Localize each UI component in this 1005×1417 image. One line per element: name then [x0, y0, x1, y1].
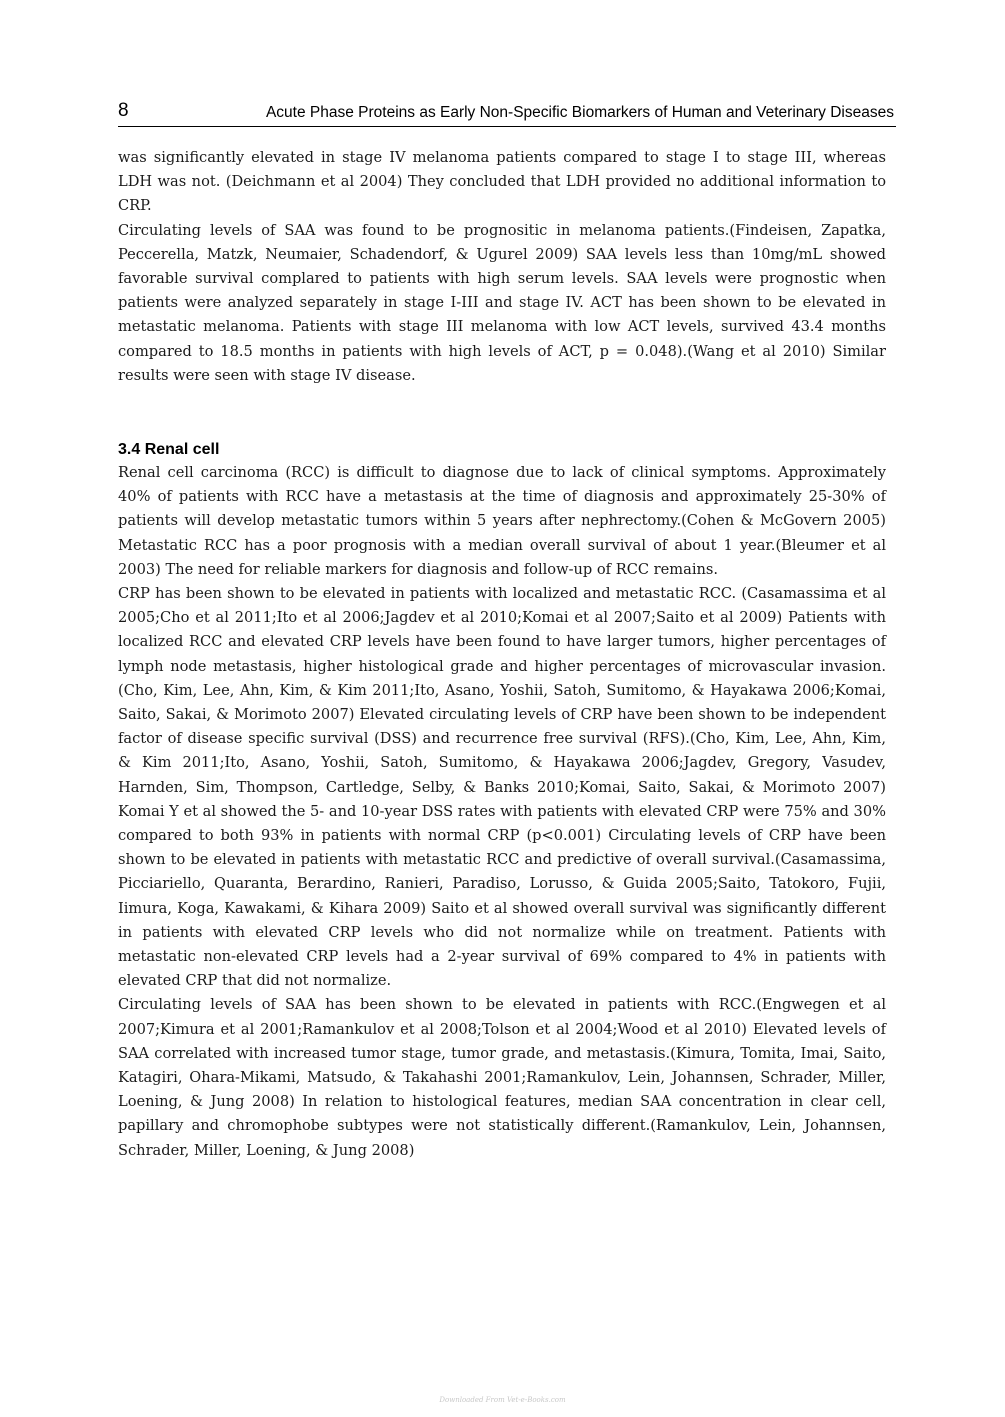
- intro-text-block: [118, 146, 886, 388]
- paragraph: CRP has been shown to be elevated in patients with localized and metastatic RCC. (Casamassima et al 2005;Cho et al 2011;Ito et al 2006;Jagdev et al 2010;Komai et al 2007;Saito et al 2009) Patients with localized RCC and elevated CRP levels have been found to have larger tumors, higher percentages of lymph node metastasis, higher histological grade and higher percentages of microvascular invasion.(Cho, Kim, Lee, Ahn, Kim, & Kim 2011;Ito, Asano, Yoshii, Satoh, Sumitomo, & Hayakawa 2006;Komai, Saito, Sakai, & Morimoto 2007) Elevated circulating levels of CRP have been shown to be independent factor of disease specific survival (DSS) and recurrence free survival (RFS).(Cho, Kim, Lee, Ahn, Kim, & Kim 2011;Ito, Asano, Yoshii, Satoh, Sumitomo, & Hayakawa 2006;Jagdev, Gregory, Vasudev, Harnden, Sim, Thompson, Cartledge, Selby, & Banks 2010;Komai, Saito, Sakai, & Morimoto 2007) Komai Y et al showed the 5- and 10-year DSS rates with patients with elevated CRP were 75% and 30% compared to both 93% in patients with normal CRP (p<0.001) Circulating levels of CRP have been shown to be elevated in patients with metastatic RCC and predictive of overall survival.(Casamassima, Picciariello, Quaranta, Berardino, Ranieri, Paradiso, Lorusso, & Guida 2005;Saito, Tatokoro, Fujii, Iimura, Koga, Kawakami, & Kihara 2009) Saito et al showed overall survival was significantly different in patients with elevated CRP levels who did not normalize while on treatment. Patients with metastatic non-elevated CRP levels had a 2-year survival of 69% compared to 4% in patients with elevated CRP that did not normalize.: [118, 585, 886, 990]
- section-heading: 3.4 Renal cell: [118, 441, 220, 458]
- paragraph: Circulating levels of SAA was found to be prognositic in melanoma patients.(Findeisen, Zapatka, Peccerella, Matzk, Neumaier, Schadendorf, & Ugurel 2009) SAA levels less than 10mg/mL showed favorable survival complared to patients with high serum levels. SAA levels were prognostic when patients were analyzed separately in stage I-III and stage IV. ACT has been shown to be elevated in metastatic melanoma. Patients with stage III melanoma with low ACT levels, survived 43.4 months compared to 18.5 months in patients with high levels of ACT, p = 0.048).(Wang et al 2010) Similar results were seen with stage IV disease.: [118, 221, 886, 384]
- paragraph: was significantly elevated in stage IV melanoma patients compared to stage I to stage III, whereas LDH was not. (Deichmann et al 2004) They concluded that LDH provided no additional information to CRP.: [118, 149, 886, 215]
- section-text-block: [118, 461, 886, 1163]
- paragraph: Renal cell carcinoma (RCC) is difficult to diagnose due to lack of clinical symptoms. Approximately 40% of patients with RCC have a metastasis at the time of diagnosis and approximately 25-30% of patients will develop metastatic tumors within 5 years after nephrectomy.(Cohen & McGovern 2005) Metastatic RCC has a poor prognosis with a median overall survival of about 1 year.(Bleumer et al 2003) The need for reliable markers for diagnosis and follow-up of RCC remains.: [118, 464, 886, 578]
- footer-watermark: Downloaded From Vet-e-Books.com: [439, 1396, 566, 1404]
- page-header: [118, 100, 896, 127]
- paragraph: Circulating levels of SAA has been shown to be elevated in patients with RCC.(Engwegen et al 2007;Kimura et al 2001;Ramankulov et al 2008;Tolson et al 2004;Wood et al 2010) Elevated levels of SAA correlated with increased tumor stage, tumor grade, and metastasis.(Kimura, Tomita, Imai, Saito, Katagiri, Ohara-Mikami, Matsudo, & Takahashi 2001;Ramankulov, Lein, Johannsen, Schrader, Miller, Loening, & Jung 2008) In relation to histological features, median SAA concentration in clear cell, papillary and chromophobe subtypes were not statistically different.(Ramankulov, Lein, Johannsen, Schrader, Miller, Loening, & Jung 2008): [118, 996, 886, 1159]
- page-number: 8: [118, 100, 129, 121]
- running-title: Acute Phase Proteins as Early Non-Specific Biomarkers of Human and Veterinary Diseases: [265, 104, 894, 121]
